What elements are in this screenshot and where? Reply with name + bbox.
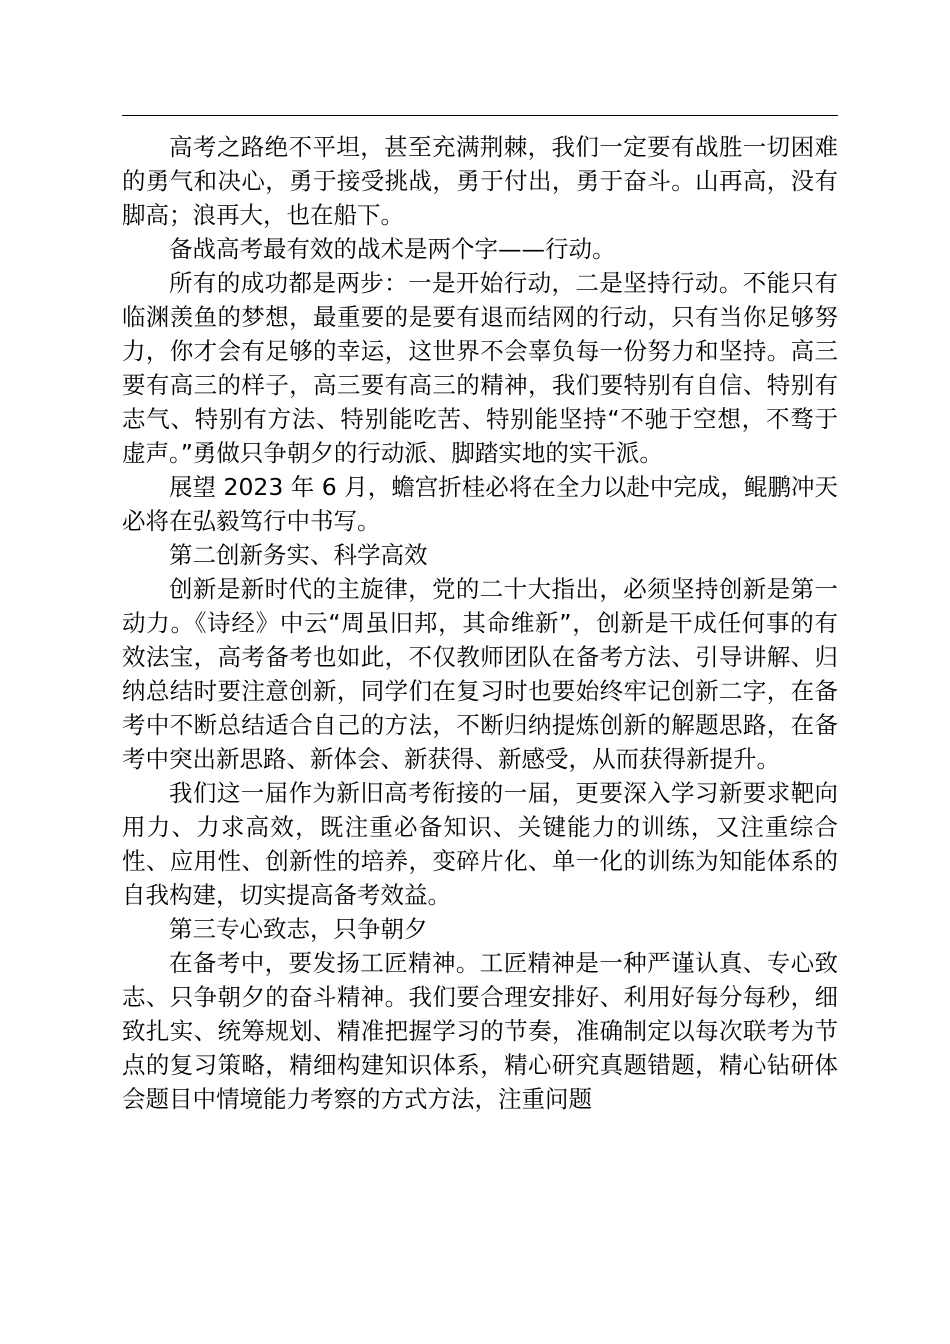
paragraph-2: 备战高考最有效的战术是两个字——行动。 xyxy=(169,235,616,263)
section-heading-3: 第三专心致志，只争朝夕 xyxy=(169,915,428,943)
paragraph-6: 我们这一届作为新旧高考衔接的一届，更要深入学习新要求靶向用力、力求高效，既注重必备知识、关键能力的训练，又注重综合性、应用性、创新性的培养，变碎片化、单一化的训练为知能体系的自我构建，切实提高备考效益。 xyxy=(122,779,838,909)
section-heading-2: 第二创新务实、科学高效 xyxy=(169,541,428,569)
paragraph-7: 在备考中，要发扬工匠精神。工匠精神是一种严谨认真、专心致志、只争朝夕的奋斗精神。我们要合理安排好、利用好每分每秒，细致扎实、统筹规划、精准把握学习的节奏，准确制定以每次联考为节点的复习策略，精细构建知识体系，精心研究真题错题，精心钻研体会题目中情境能力考察的方式方法，注重问题 xyxy=(122,949,838,1113)
paragraph-4: 展望 2023 年 6 月，蟾宫折桂必将在全力以赴中完成，鲲鹏冲天必将在弘毅笃行中书写。 xyxy=(122,473,838,535)
paragraph-5: 创新是新时代的主旋律，党的二十大指出，必须坚持创新是第一动力。《诗经》中云“周虽旧邦，其命维新”，创新是干成任何事的有效法宝，高考备考也如此，不仅教师团队在备考方法、引导讲解、归纳总结时要注意创新，同学们在复习时也要始终牢记创新二字，在备考中不断总结适合自己的方法，不断归纳提炼创新的解题思路，在备考中突出新思路、新体会、新获得、新感受，从而获得新提升。 xyxy=(122,575,838,773)
header-rule xyxy=(122,115,838,116)
document-body xyxy=(122,130,838,1116)
paragraph-3: 所有的成功都是两步：一是开始行动，二是坚持行动。不能只有临渊羡鱼的梦想，最重要的是要有退而结网的行动，只有当你足够努力，你才会有足够的幸运，这世界不会辜负每一份努力和坚持。高三要有高三的样子，高三要有高三的精神，我们要特别有自信、特别有志气、特别有方法、特别能吃苦、特别能坚持“不驰于空想，不骛于虚声。”勇做只争朝夕的行动派、脚踏实地的实干派。 xyxy=(122,269,838,467)
paragraph-1: 高考之路绝不平坦，甚至充满荆棘，我们一定要有战胜一切困难的勇气和决心，勇于接受挑战，勇于付出，勇于奋斗。山再高，没有脚高；浪再大，也在船下。 xyxy=(122,133,838,229)
